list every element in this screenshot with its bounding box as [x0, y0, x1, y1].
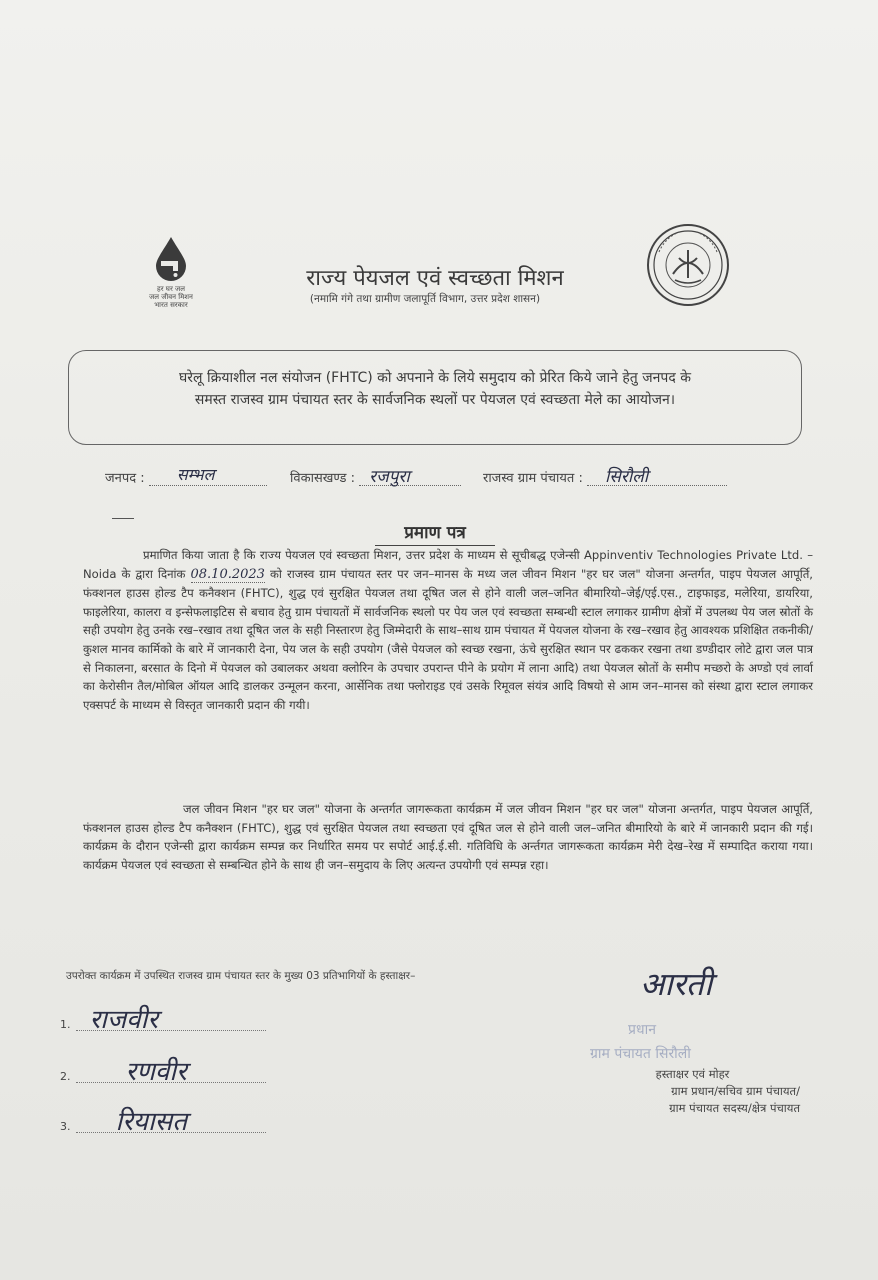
participant-name: राजवीर — [89, 1005, 158, 1035]
para1-text-end: को राजस्व ग्राम पंचायत स्तर पर जन–मानस के मध्य जल जीवन मिशन "हर घर जल" योजना अन्तर्गत, पाइप पेयजल आपूर्ति, फंक्शनल हाउस होल्ड टैप कनैक्शन (FHTC), शुद्ध एवं सुरक्षित पेयजल तथा दूषित जल से होने वाली जल–जनित बीमारियो–जेई/एई.एस., टाइफाइड, मलेरिया, डायरिया, फाइलेरिया, कालरा व इन्सेफलाइटिस से बचाव हेतु ग्राम पंचायतों में सार्वजनिक स्थलो पर पेय जल एवं स्वच्छता सम्बन्धी स्टाल लगाकर ग्रामीण क्षेत्रों में उपलब्ध पेय जल स्रोतों के सही उपयोग हेतु उनके रख–रखाव तथा दूषित जल के सही निस्तारण हेतु जिम्मेदारी के साथ–साथ ग्राम पंचायत में पेयजल योजना के रख–रखाव हेतु आवश्यक प्रशिक्षित तकनीकी/कुशल मानव कार्मिको के बारे में जानकारी देना, पेय जल के सही उपयोग (जैसे पेयजल को स्वच्छ रखना, ऊंचे सुरक्षित स्थान पर ढककर रखना तथा डण्डीदार लोटे द्वारा जल पात्र से निकालना, बरसात के दिनो में पेयजल को उबालकर अथवा क्लोरिन के उपचार उपरान्त पीने के प्रयोग में लाना आदि) तथा पेयजल स्रोतों के समीप मच्छरो के अण्डो एवं लार्वा का केरोसीन तैल/मोबिल ऑयल आदि डालकर उन्मूलन करना, आर्सेनिक तथा फ्लोराइड एवं उसके रिमूवल संयंत्र आदि विषयो से आम जन–मानस को संस्था द्वारा स्टाल लगाकर एक्सपर्ट के माध्यम से विस्तृत जानकारी प्रदान की गयी। — [83, 566, 813, 712]
participant-name: रियासत — [115, 1107, 188, 1137]
organization-subtitle: (नमामि गंगे तथा ग्रामीण जलापूर्ति विभाग, उत्तर प्रदेश शासन) — [309, 293, 541, 305]
logo-caption-1: हर घर जल — [157, 285, 185, 293]
district-value: सम्भल — [176, 465, 215, 484]
stamp-line-2: ग्राम पंचायत सिरौली — [590, 1046, 691, 1062]
logo-caption-2: जल जीवन मिशन — [149, 293, 193, 301]
stamp-line-1: प्रधान — [628, 1022, 656, 1038]
logo-caption-3: भारत सरकार — [154, 301, 188, 309]
para1-text-start: प्रमाणित किया जाता है कि राज्य पेयजल एवं स्वच्छता मिशन, उत्तर प्रदेश के माध्यम से सूचीबद्ध एजेन्सी Appinventiv Technologies Private Ltd. – Noida के द्वारा दिनांक — [83, 548, 813, 581]
participants-intro: उपरोक्त कार्यक्रम में उपस्थित राजस्व ग्राम पंचायत स्तर के मुख्य 03 प्रतिभागियों के हस्ताक्षर– — [66, 970, 416, 982]
signature-caption-line-3: ग्राम पंचायत सदस्य/क्षेत्र पंचायत — [669, 1101, 800, 1115]
event-date: 08.10.2023 — [190, 566, 265, 582]
signature-caption-line-2: ग्राम प्रधान/सचिव ग्राम पंचायत/ — [671, 1084, 800, 1098]
participant-signature-3 — [60, 1107, 266, 1137]
panchayat-field — [483, 468, 727, 486]
jal-jeevan-mission-logo — [135, 235, 207, 309]
district-label: जनपद : — [105, 471, 145, 486]
banner-line-1: घरेलू क्रियाशील नल संयोजन (FHTC) को अपनाने के लिये समुदाय को प्रेरित किये जाने हेतु जनपद के — [179, 370, 691, 386]
water-drop-tap-icon — [151, 235, 191, 281]
certificate-title: प्रमाण पत्र — [375, 520, 495, 546]
block-label: विकासखण्ड : — [290, 471, 356, 486]
panchayat-stamp — [590, 1020, 790, 1064]
up-government-seal-icon — [645, 222, 731, 308]
participant-signature-2 — [60, 1057, 266, 1087]
signature-caption-line-1: हस्ताक्षर एवं मोहर — [655, 1067, 730, 1081]
pradhan-signature: आरती — [640, 965, 713, 1003]
banner-line-2: समस्त राजस्व ग्राम पंचायत स्तर के सार्वजनिक स्थलों पर पेयजल एवं स्वच्छता मेले का आयोजन। — [194, 392, 676, 408]
divider-dash — [112, 518, 134, 519]
participant-number: 1. — [60, 1018, 71, 1031]
event-title-banner — [68, 350, 802, 445]
certificate-paragraph-2: जल जीवन मिशन "हर घर जल" योजना के अन्तर्गत जागरूकता कार्यक्रम में जल जीवन मिशन "हर घर जल" योजना अन्तर्गत, पाइप पेयजल आपूर्ति, फंक्शनल हाउस होल्ड टैप कनैक्शन (FHTC), शुद्ध एवं सुरक्षित पेयजल तथा स्वच्छता एवं दूषित जल से होने वाली जल–जनित बीमारियो के बारे में जानकारी प्रदान की गई। कार्यक्रम के दौरान एजेन्सी द्वारा कार्यक्रम सम्पन्न कर निर्धारित समय पर सपोर्ट आई.ई.सी. गतिविधि के अर्न्तगत जागरूकता कार्यक्रम मेरी देख–रेख में सम्पादित कराया गया। कार्यक्रम पेयजल एवं स्वच्छता से सम्बन्धित होने के साथ ही जन–समुदाय के लिए अत्यन्त उपयोगी एवं सम्पन्न रहा। — [83, 802, 813, 872]
panchayat-label: राजस्व ग्राम पंचायत : — [483, 471, 583, 486]
certificate-paragraph-1 — [83, 546, 813, 714]
panchayat-value: सिरौली — [604, 467, 649, 487]
participant-number: 2. — [60, 1070, 71, 1083]
organization-title: राज्य पेयजल एवं स्वच्छता मिशन — [306, 266, 564, 291]
participant-name: रणवीर — [125, 1057, 187, 1087]
district-field — [105, 465, 267, 486]
participant-number: 3. — [60, 1120, 71, 1133]
block-value: रजपुरा — [369, 467, 410, 487]
participant-signature-1 — [60, 1005, 266, 1035]
block-field — [290, 468, 461, 486]
signature-caption — [585, 1066, 800, 1117]
